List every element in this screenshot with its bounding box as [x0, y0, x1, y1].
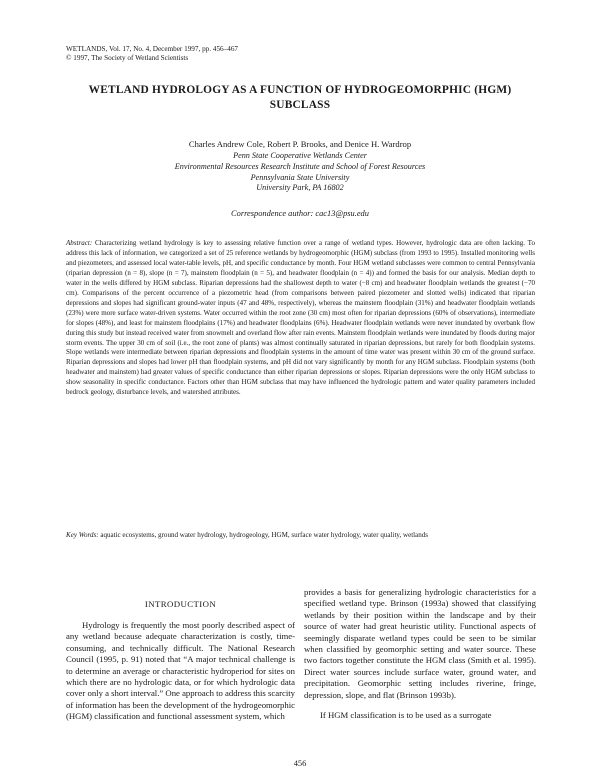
left-column	[66, 599, 295, 723]
intro-paragraph: Hydrology is frequently the most poorly described aspect of any wetland because adequate characterization is costly, time-consuming, and technically difficult. The National Research Council (1995, p. 91) noted that “A major technical challenge is to determine an average or characteristic hydroperiod for sites on which there are no hydrologic data, or for which hydrologic data cover only a short interval.” One approach to address this scarcity of information has been the development of the hydrogeomorphic (HGM) classification and functional assessment system, which	[66, 620, 295, 722]
correspondence-author: Correspondence author: cac13@psu.edu	[231, 209, 369, 218]
copyright-line: © 1997, The Society of Wetland Scientists	[66, 54, 189, 62]
abstract	[66, 239, 535, 398]
abstract-text: Characterizing wetland hydrology is key to assessing relative function over a range of wetland types. However, hydrologic data are often lacking. To address this lack of information, we categorized a set of 25 reference wetlands by hydrogeomorphic (HGM) subclass (from 1993 to 1995). Installed monitoring wells and piezometers, and assessed local water-table levels, pH, and specific conductance by month. Four HGM wetland subclasses were common to central Pennsylvania (riparian depression (n = 8), slope (n = 7), mainstem floodplain (n = 5), and headwater floodplain (n = 4)) and formed the basis for our analysis. Median depth to water in the wells differed by HGM subclass. Riparian depressions had the shallowest depth to water (−8 cm) and headwater floodplain wetlands the greatest (−70 cm). Comparisons of the percent occurrence of a piezometric head (from comparisons between paired piezometer and slotted wells) indicated that riparian depressions and slopes had significant ground-water inputs (47 and 48%, respectively), whereas the mainstem floodplain (31%) and headwater floodplain wetlands (23%) were more surface water-driven systems. Water occurred within the root zone (30 cm) most often for riparian depressions (60% of observations), intermediate for slopes (48%), and least for mainstem floodplains (17%) and headwater floodplains (6%). Headwater floodplain wetlands were never inundated by overbank flow during this study but instead received water from snowmelt and overland flow after rain events. Mainstem floodplain wetlands were inundated by floods during major storm events. The upper 30 cm of soil (i.e., the root zone of plants) was almost continually saturated in riparian depressions, but rarely for both floodplain systems. Slope wetlands were intermediate between riparian depressions and floodplain systems in the amount of time water was present within 30 cm of the ground surface. Riparian depressions and slopes had lower pH than floodplain systems, and pH did not vary significantly by month for any HGM subclass. Floodplain systems (both headwater and mainstem) had greater values of specific conductance than either riparian depressions or slopes. Riparian depressions were the only HGM subclass to show seasonality in specific conductance. Factors other than HGM subclass that may have influenced the hydrologic pattern and water quality parameters included bedrock geology, disturbance levels, and watershed attributes.	[66, 239, 535, 397]
paper-title	[60, 83, 540, 113]
keywords	[66, 531, 535, 541]
affiliation-line: Environmental Resources Research Institute and School of Forest Resources	[174, 161, 426, 171]
journal-citation: WETLANDS, Vol. 17, No. 4, December 1997, pp. 456–467	[66, 45, 239, 53]
abstract-label: Abstract:	[66, 239, 93, 247]
title-line-1: WETLAND HYDROLOGY AS A FUNCTION OF HYDROGEOMORPHIC (HGM)	[88, 84, 512, 96]
affiliation-block	[60, 151, 540, 194]
page-number: 456	[293, 759, 307, 768]
section-heading-introduction: INTRODUCTION	[144, 599, 217, 609]
affiliation-line: University Park, PA 16802	[256, 183, 344, 193]
keywords-text: aquatic ecosystems, ground water hydrology, hydrogeology, HGM, surface water hydrology, water quality, wetlands	[100, 531, 429, 539]
keywords-label: Key Words:	[66, 531, 99, 539]
title-line-2: SUBCLASS	[269, 99, 331, 111]
intro-paragraph-continued: provides a basis for generalizing hydrologic characteristics for a specified wetland type. Brinson (1993a) showed that classifying wetlands by their position within the landscape and by their source of water had great heuristic utility. Functional aspects of seemingly disparate wetland types could be seen to be similar when classified by geomorphic setting and water source. These two factors together constitute the HGM class (Smith et al. 1995). Direct water sources include surface water, ground water, and precipitation. Geomorphic setting includes riverine, fringe, depression, slope, and flat (Brinson 1993b).	[304, 587, 536, 700]
affiliation-line: Penn State Cooperative Wetlands Center	[233, 151, 367, 160]
affiliation-line: Pennsylvania State University	[250, 172, 350, 182]
intro-paragraph: If HGM classification is to be used as a surrogate	[320, 710, 492, 721]
right-column	[304, 587, 536, 721]
author-list: Charles Andrew Cole, Robert P. Brooks, and Denice H. Wardrop	[188, 139, 412, 149]
journal-header	[66, 45, 536, 63]
